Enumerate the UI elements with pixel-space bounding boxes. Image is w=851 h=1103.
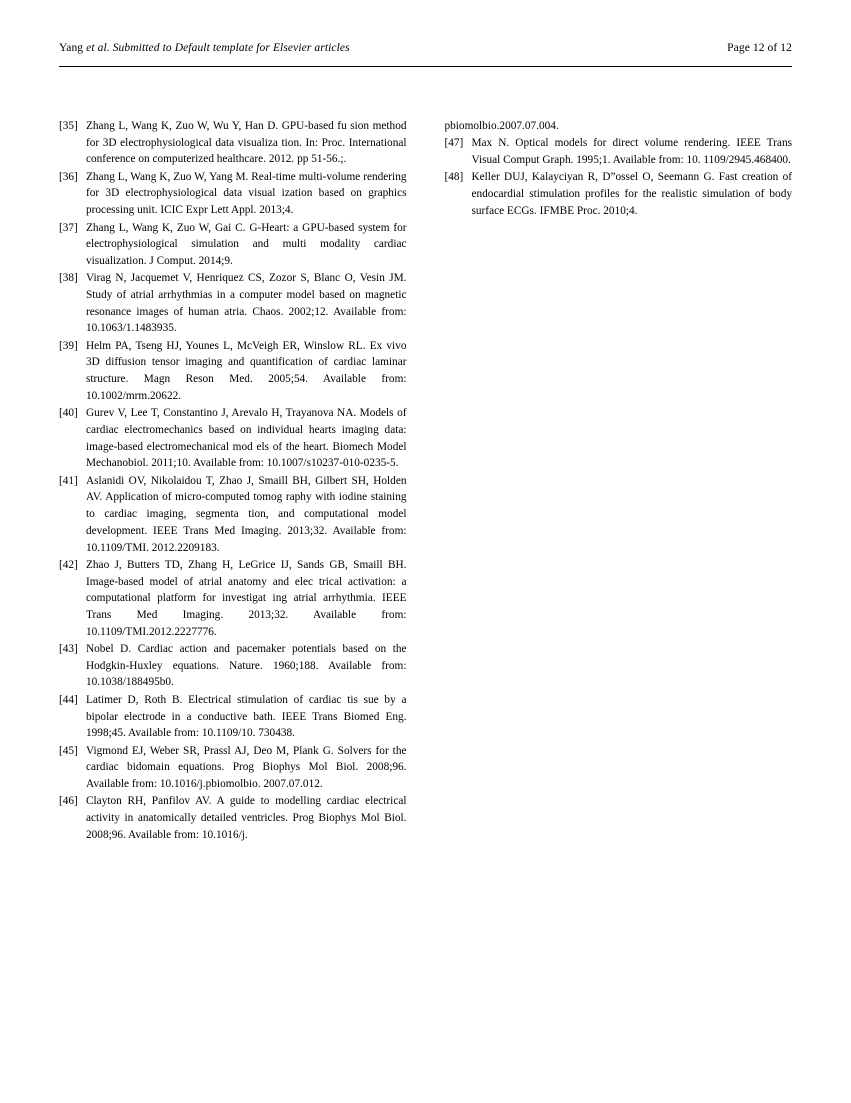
reference-item [59, 338, 407, 405]
reference-number: [37] [59, 221, 78, 234]
reference-continuation-text: pbiomolbio.2007.07.004. [444, 120, 559, 132]
reference-item [59, 473, 407, 557]
reference-list-right [445, 135, 793, 219]
reference-number: [40] [59, 407, 78, 420]
reference-text: Virag N, Jacquemet V, Henriquez CS, Zozor S, Blanc O, Vesin JM. Study of atrial arrhythmias in a computer model based on magnetic resonance images of human atria. Chaos. 2002;12. Available from: 10.1063/1.1483935. [86, 272, 407, 335]
reference-text: Clayton RH, Panfilov AV. A guide to modelling cardiac electrical activity in anatomically detailed ventricles. Prog Biophys Mol Biol. 2008;96. Available from: 10.1016/j. [86, 795, 407, 841]
right-column [445, 118, 793, 844]
reference-text: Zhang L, Wang K, Zuo W, Gai C. G-Heart: a GPU-based system for electrophysiological simulation and multi modality cardiac visualization. J Comput. 2014;9. [86, 221, 407, 267]
page-number: Page 12 of 12 [727, 42, 792, 54]
reference-number: [35] [59, 120, 78, 132]
reference-item [59, 220, 407, 270]
reference-item [59, 743, 407, 793]
reference-number: [47] [444, 137, 464, 150]
reference-list-left [59, 118, 407, 843]
header-author: Yang [59, 42, 87, 54]
reference-text: Aslanidi OV, Nikolaidou T, Zhao J, Smaill BH, Gilbert SH, Holden AV. Application of micro-computed tomog raphy with iodine staining to cardiac imaging, segmenta tion, and computational model development. IEEE Trans Med Imaging. 2013;32. Available from: 10.1109/TMI. 2012.2209183. [86, 474, 407, 554]
reference-number: [36] [59, 170, 78, 183]
reference-text: Zhang L, Wang K, Zuo W, Wu Y, Han D. GPU-based fu sion method for 3D electrophysiological data visualiza tion. In: Proc. International conference on computerized healthcare. 2012. pp 51-56.;. [86, 120, 407, 166]
reference-text: Gurev V, Lee T, Constantino J, Arevalo H, Trayanova NA. Models of cardiac electromechanics based on individual hearts imaging data: image-based electromechanical mod els of the heart. Biomech Model Mechanobiol. 2011;10. Available from: 10.1007/s10237-010-0235-5. [86, 407, 407, 470]
reference-number: [39] [59, 339, 78, 352]
reference-item [445, 169, 793, 219]
reference-number: [45] [59, 744, 78, 757]
reference-item [59, 270, 407, 337]
reference-text: Nobel D. Cardiac action and pacemaker potentials based on the Hodgkin-Huxley equations. Nature. 1960;188. Available from: 10.1038/188495b0. [86, 643, 407, 689]
reference-item [59, 169, 407, 219]
reference-item [59, 641, 407, 691]
page-header [59, 42, 792, 54]
reference-text: Vigmond EJ, Weber SR, Prassl AJ, Deo M, Plank G. Solvers for the cardiac bidomain equations. Prog Biophys Mol Biol. 2008;96. Available from: 10.1016/j.pbiomolbio. 2007.07.012. [86, 744, 407, 790]
reference-number: [46] [59, 795, 78, 808]
reference-item [59, 557, 407, 641]
reference-text: Helm PA, Tseng HJ, Younes L, McVeigh ER, Winslow RL. Ex vivo 3D diffusion tensor imaging and quantification of cardiac laminar structure. Magn Reson Med. 2005;54. Available from: 10.1002/mrm.20622. [86, 339, 407, 402]
reference-text: Max N. Optical models for direct volume rendering. IEEE Trans Visual Comput Graph. 1995;1. Available from: 10. 1109/2945.468400. [471, 137, 792, 167]
reference-item [59, 793, 407, 843]
reference-number: [38] [59, 272, 78, 285]
reference-text: Zhang L, Wang K, Zuo W, Yang M. Real-time multi-volume rendering for 3D electrophysiological data visual ization based on graphics processing unit. ICIC Expr Lett Appl. 2013;4. [86, 170, 407, 217]
reference-number: [42] [59, 558, 78, 571]
reference-item [59, 118, 407, 168]
reference-number: [44] [59, 693, 78, 706]
reference-text: Keller DUJ, Kalayciyan R, D”ossel O, Seemann G. Fast creation of endocardial stimulation profiles for the realistic simulation of body surface ECGs. IFMBE Proc. 2010;4. [471, 171, 792, 217]
reference-item [59, 692, 407, 742]
left-column [59, 118, 407, 844]
reference-number: [48] [444, 171, 464, 184]
reference-item [59, 405, 407, 472]
header-running-title [59, 42, 350, 54]
reference-text: Zhao J, Butters TD, Zhang H, LeGrice IJ, Sands GB, Smaill BH. Image-based model of atrial anatomy and elec trical activation: a computational platform for investigat ing atrial arrhythmia. IEEE Trans Med Imaging. 2013;32. Available from: 10.1109/TMI.2012.2227776. [86, 558, 407, 638]
reference-number: [43] [59, 643, 78, 656]
reference-item [445, 135, 793, 168]
header-title-italic: et al. Submitted to Default template for Elsevier articles [86, 42, 350, 54]
reference-number: [41] [59, 474, 78, 487]
reference-text: Latimer D, Roth B. Electrical stimulation of cardiac tis sue by a bipolar electrode in a conductive bath. IEEE Trans Biomed Eng. 1998;45. Available from: 10.1109/10. 730438. [86, 693, 407, 740]
header-divider [59, 66, 792, 67]
reference-columns [59, 118, 792, 844]
